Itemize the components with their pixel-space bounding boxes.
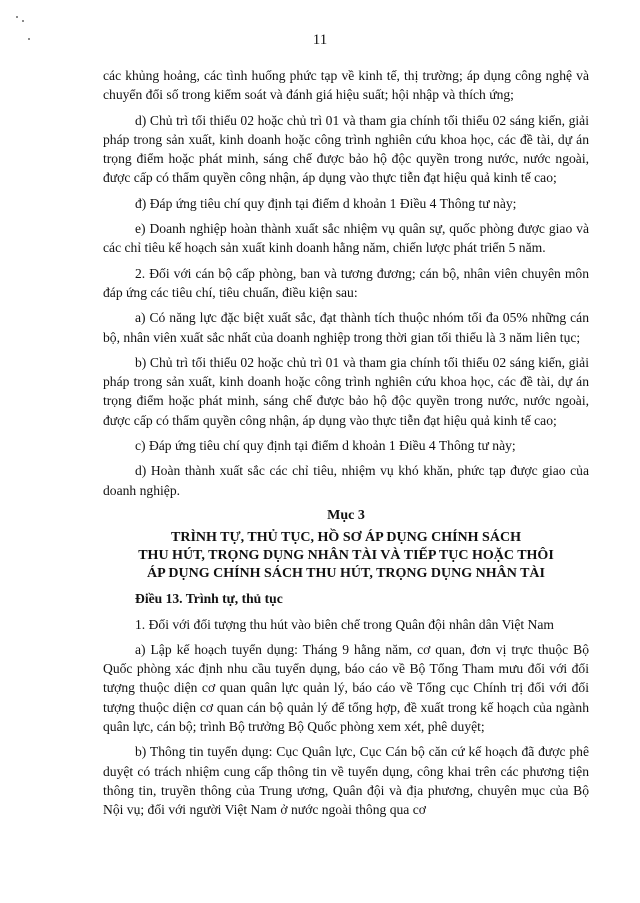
section-title	[103, 529, 589, 583]
paragraph: đ) Đáp ứng tiêu chí quy định tại điểm d khoản 1 Điều 4 Thông tư này;	[135, 195, 517, 211]
paragraph: a) Có năng lực đặc biệt xuất sắc, đạt thành tích thuộc nhóm tối đa 05% những cán bộ, nhân viên xuất sắc nhất của doanh nghiệp trong thời gian tối thiểu là 3 năm liên tục;	[103, 310, 589, 345]
section-title-line: THU HÚT, TRỌNG DỤNG NHÂN TÀI VÀ TIẾP TỤC HOẶC THÔI	[138, 548, 554, 564]
paragraph: b) Chủ trì tối thiểu 02 hoặc chủ trì 01 và tham gia chính tối thiểu 02 sáng kiến, giải pháp trong sản xuất, kinh doanh hoặc công trình nghiên cứu khoa học, các đề tài, dự án trọng điểm hoặc phát minh, sáng chế được bảo hộ độc quyền trong nước, nước ngoài, được cấp có thẩm quyền công nhận, áp dụng vào thực tiễn đạt hiệu quả kinh tế cao;	[103, 354, 589, 428]
section-title-line: ÁP DỤNG CHÍNH SÁCH THU HÚT, TRỌNG DỤNG NHÂN TÀI	[146, 566, 545, 582]
paragraph: d) Hoàn thành xuất sắc các chỉ tiêu, nhiệm vụ khó khăn, phức tạp được giao của doanh nghiệp.	[103, 463, 589, 498]
paragraph: b) Thông tin tuyển dụng: Cục Quân lực, Cục Cán bộ căn cứ kế hoạch đã được phê duyệt có trách nhiệm cung cấp thông tin về tuyển dụng, công khai trên các phương tiện thông tin, truyền thông của Trung ương, Quân đội và địa phương, chuyên mục của Bộ Nội vụ; đối với người Việt Nam ở nước ngoài thông qua cơ	[103, 744, 589, 818]
paragraph: các khủng hoảng, các tình huống phức tạp về kinh tế, thị trường; áp dụng công nghệ và chuyển đổi số trong kiểm soát và đánh giá hiệu suất; hội nhập và thích ứng;	[103, 68, 589, 103]
paragraphs-after-section	[103, 615, 589, 820]
paragraph: 1. Đối với đối tượng thu hút vào biên chế trong Quân đội nhân dân Việt Nam	[135, 616, 554, 632]
article-title: Điều 13. Trình tự, thủ tục	[135, 591, 283, 607]
paragraphs-before-section	[103, 66, 589, 500]
paragraph: e) Doanh nghiệp hoàn thành xuất sắc nhiệm vụ quân sự, quốc phòng được giao và các chỉ tiêu kế hoạch sản xuất kinh doanh hằng năm, chiến lược phát triển 5 năm.	[103, 221, 589, 256]
document-body	[103, 66, 589, 826]
section-title-line: TRÌNH TỰ, THỦ TỤC, HỒ SƠ ÁP DỤNG CHÍNH SÁCH	[171, 530, 521, 546]
section-label: Mục 3	[327, 507, 365, 523]
page-number: 11	[312, 32, 328, 48]
paragraph: d) Chủ trì tối thiểu 02 hoặc chủ trì 01 và tham gia chính tối thiểu 02 sáng kiến, giải pháp trong sản xuất, kinh doanh hoặc công trình nghiên cứu khoa học, các đề tài, dự án trọng điểm hoặc phát minh, sáng chế được bảo hộ độc quyền trong nước, nước ngoài, được cấp có thẩm quyền công nhận, áp dụng vào thực tiễn đạt hiệu quả kinh tế cao;	[103, 112, 589, 186]
paragraph: 2. Đối với cán bộ cấp phòng, ban và tương đương; cán bộ, nhân viên chuyên môn đáp ứng các tiêu chí, tiêu chuẩn, điều kiện sau:	[103, 265, 589, 300]
paragraph: a) Lập kế hoạch tuyển dụng: Tháng 9 hằng năm, cơ quan, đơn vị trực thuộc Bộ Quốc phòng xác định nhu cầu tuyển dụng, báo cáo về Bộ Tổng Tham mưu đối với đối tượng thuộc diện cơ quan quân lực quản lý, báo cáo về Tổng cục Chính trị đối với đối tượng thuộc diện cơ quan cán bộ quản lý để tổng hợp, đề xuất trong kế hoạch của ngành quân lực, cán bộ; trình Bộ trưởng Bộ Quốc phòng xem xét, phê duyệt;	[103, 641, 589, 735]
paragraph: c) Đáp ứng tiêu chí quy định tại điểm d khoản 1 Điều 4 Thông tư này;	[135, 438, 516, 454]
